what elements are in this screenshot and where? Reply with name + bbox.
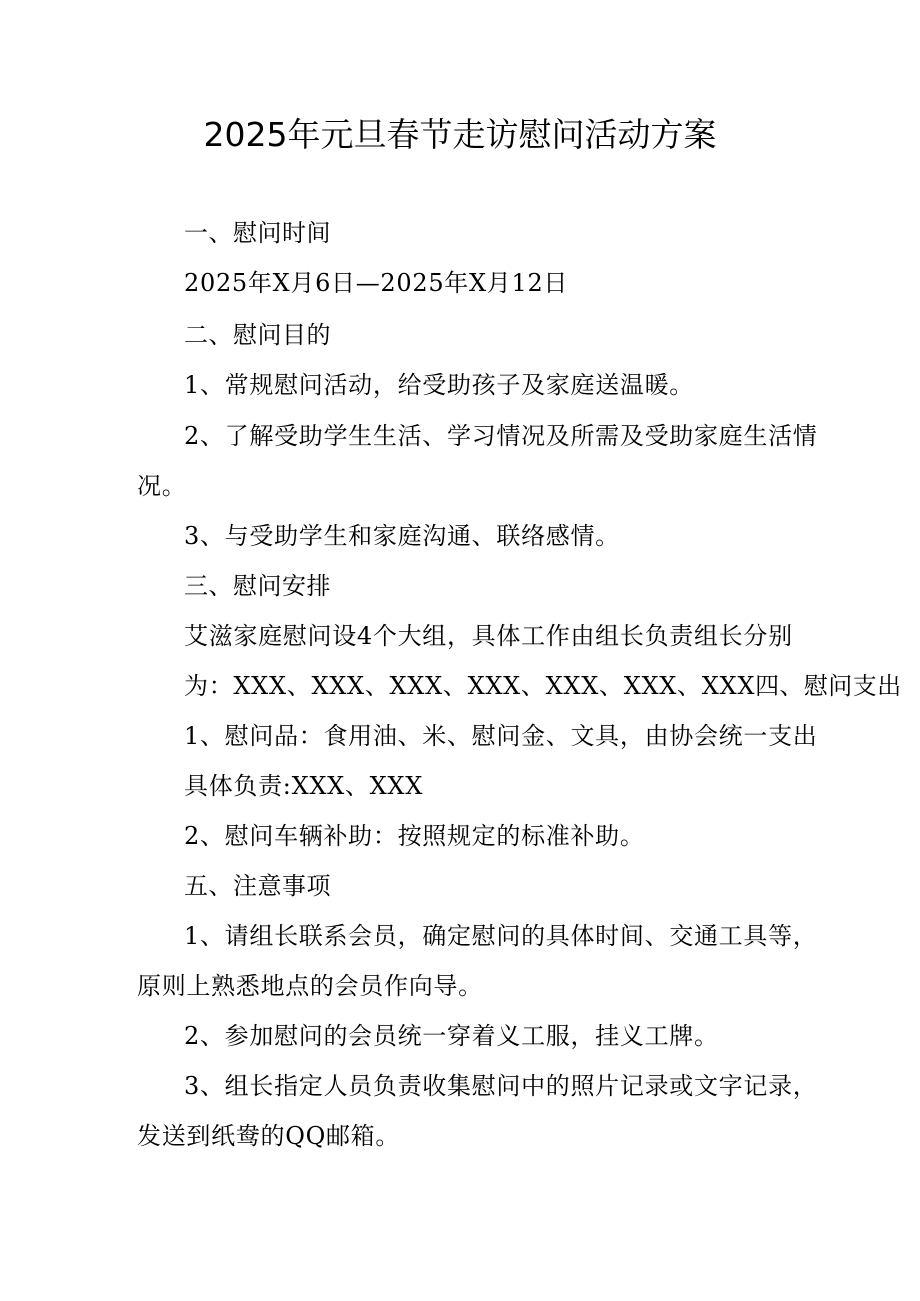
arrangement-text-line2 — [184, 669, 902, 703]
section-heading-arrangement: 三、慰问安排 — [184, 572, 331, 600]
purpose-item-2-line2: 况。 — [137, 472, 187, 500]
section-heading-purpose: 二、慰问目的 — [184, 321, 331, 349]
expenses-item-2: 2、慰问车辆补助：按照规定的标准补助。 — [184, 822, 645, 850]
notes-item-1-line2: 原则上熟悉地点的会员作向导。 — [137, 972, 483, 1000]
notes-item-2: 2、参加慰问的会员统一穿着义工服，挂义工牌。 — [184, 1022, 719, 1050]
arrangement-text-line1: 艾滋家庭慰问设4个大组，具体工作由组长负责组长分别 — [184, 622, 793, 650]
section-heading-expenses: 四、慰问支出 — [755, 672, 902, 700]
expenses-item-1-line1: 1、慰问品：食用油、米、慰问金、文具，由协会统一支出 — [184, 722, 818, 750]
purpose-item-3: 3、与受助学生和家庭沟通、联络感情。 — [184, 522, 620, 550]
document-title: 2025年元旦春节走访慰问活动方案 — [203, 115, 717, 154]
section-heading-time: 一、慰问时间 — [184, 219, 331, 247]
notes-item-3-line2: 发送到纸鸯的QQ邮箱。 — [137, 1122, 401, 1150]
section-heading-notes: 五、注意事项 — [184, 872, 331, 900]
notes-item-1-line1: 1、请组长联系会员，确定慰问的具体时间、交通工具等， — [184, 922, 818, 950]
purpose-item-2-line1: 2、了解受助学生生活、学习情况及所需及受助家庭生活情 — [184, 422, 818, 450]
visit-time-range: 2025年X月6日—2025年X月12日 — [184, 269, 569, 297]
expenses-item-1-line2: 具体负责:XXX、XXX — [184, 772, 424, 800]
purpose-item-1: 1、常规慰问活动，给受助孩子及家庭送温暖。 — [184, 371, 694, 399]
group-leaders-list: 为：XXX、XXX、XXX、XXX、XXX、XXX、XXX — [184, 672, 756, 700]
notes-item-3-line1: 3、组长指定人员负责收集慰问中的照片记录或文字记录， — [184, 1072, 818, 1100]
